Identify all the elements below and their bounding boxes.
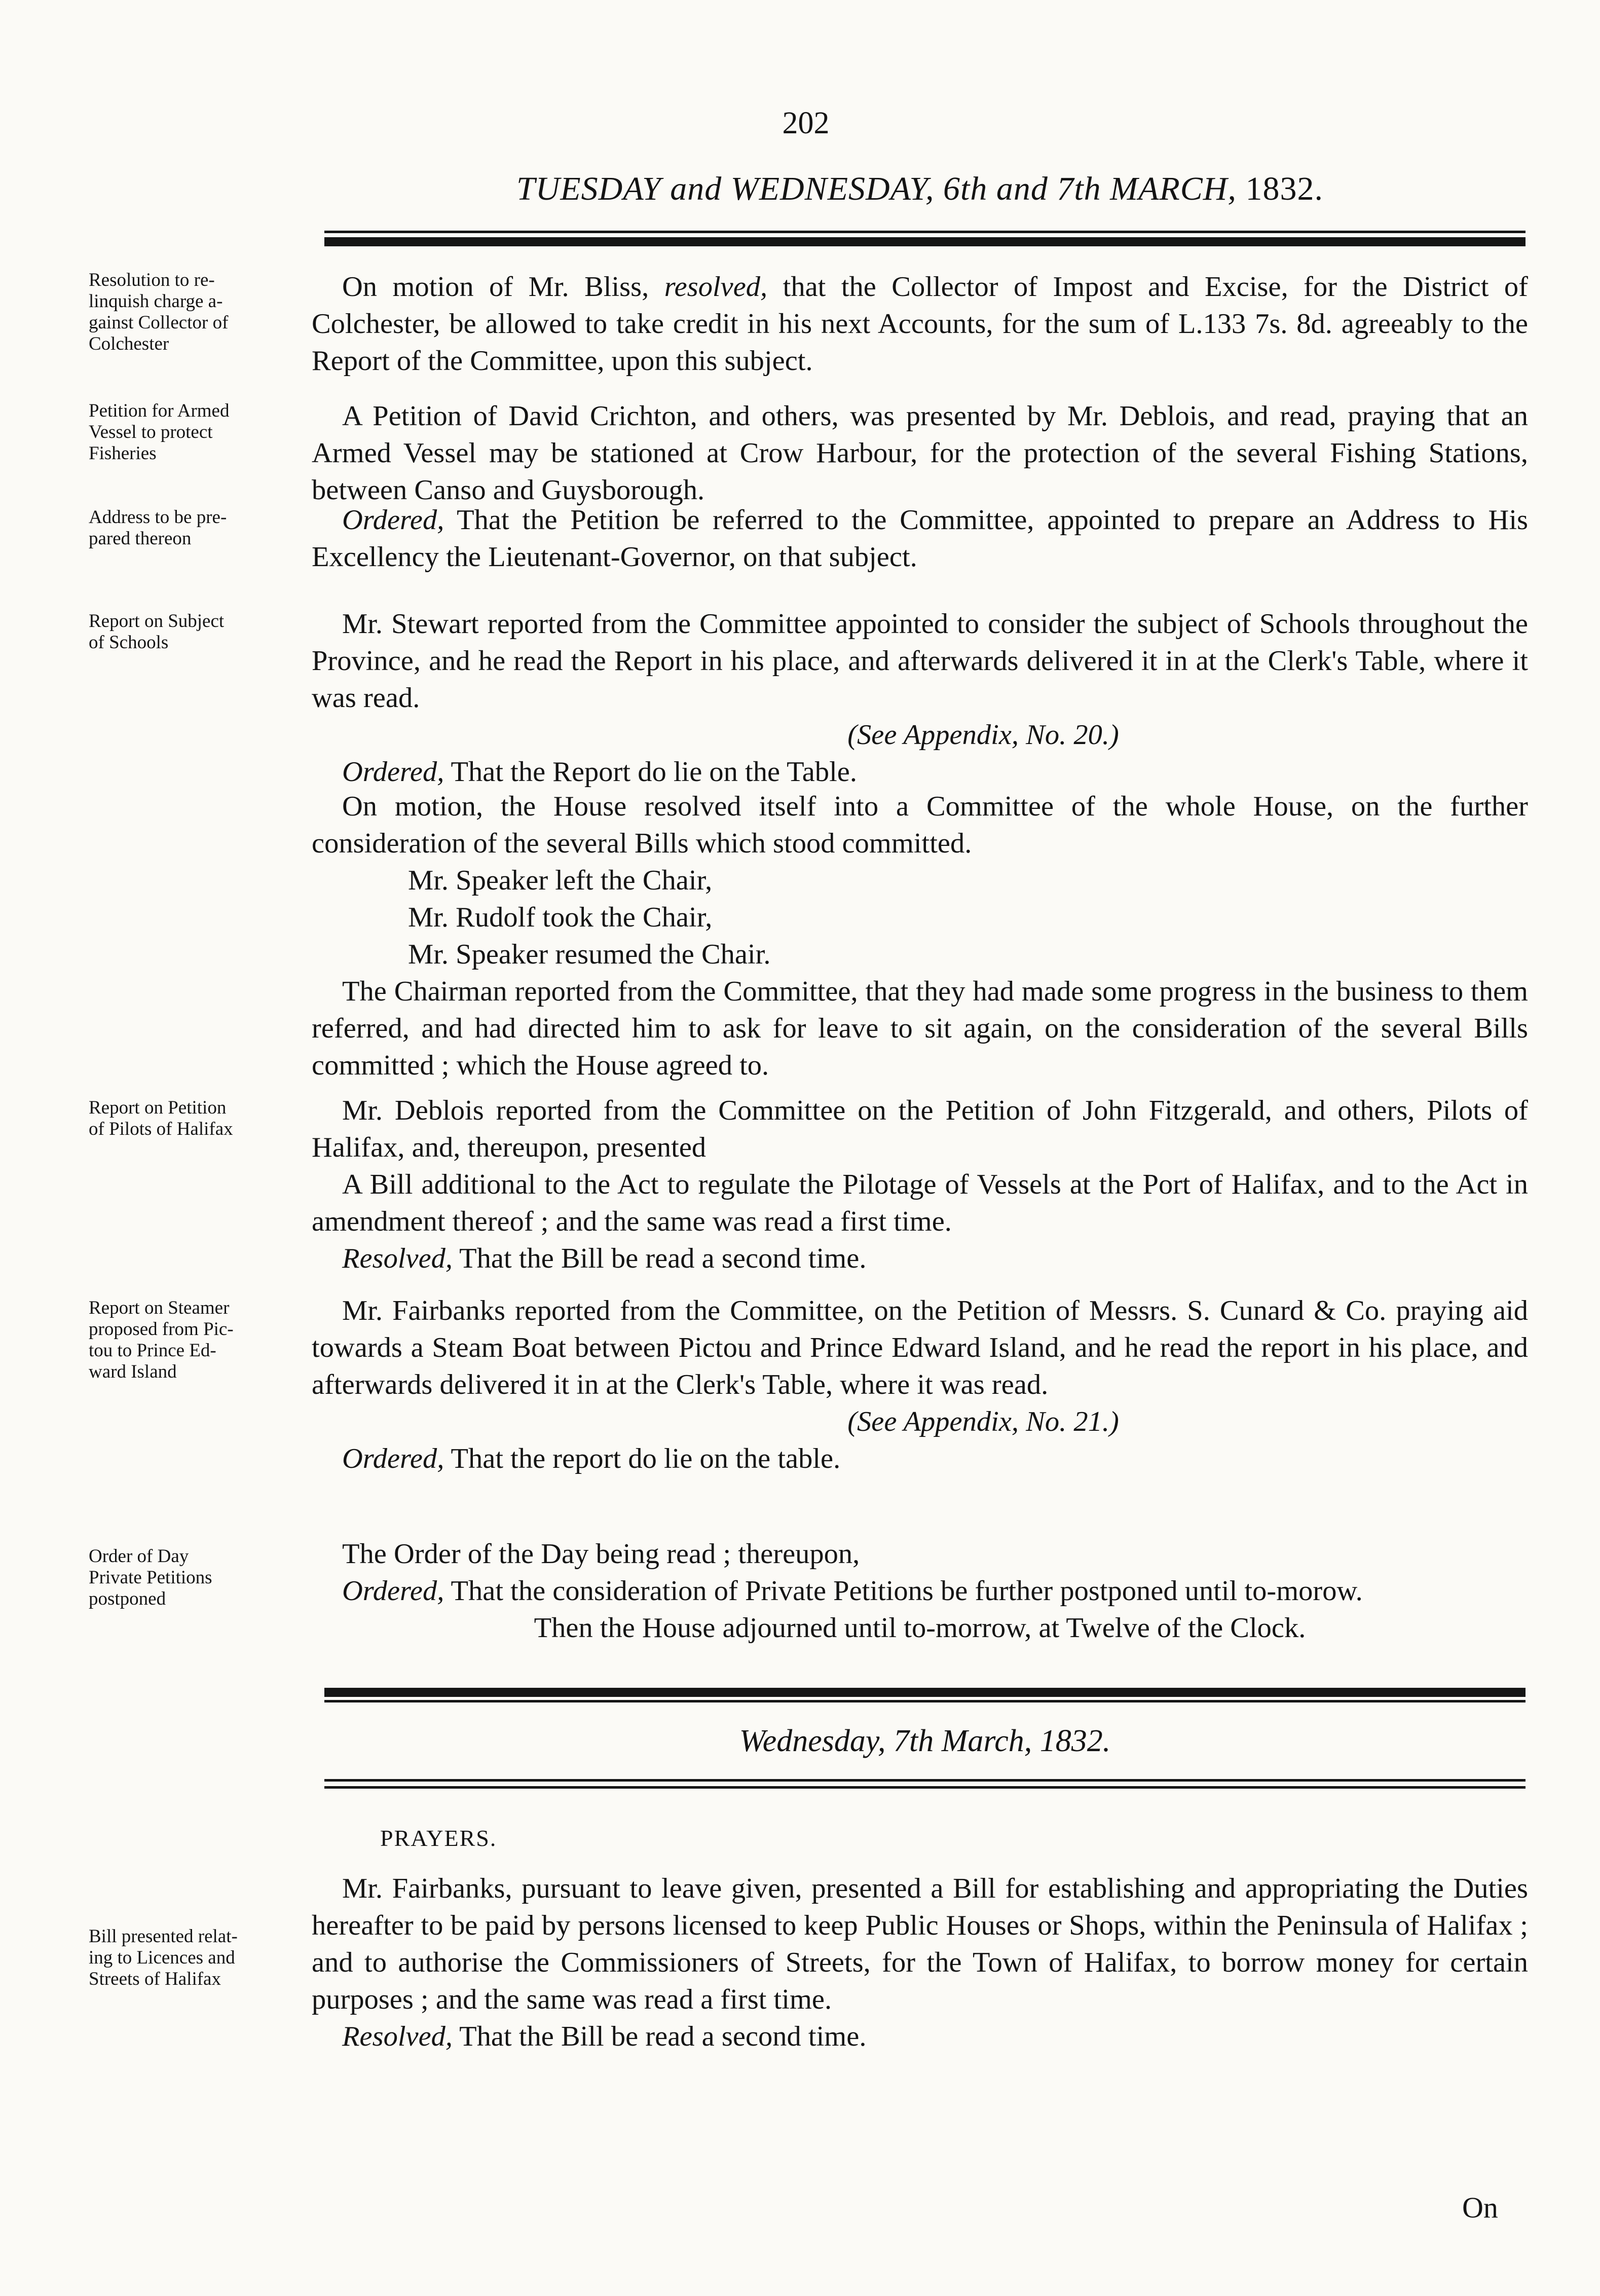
catchword: On [1462, 2191, 1498, 2224]
margin-note-line: proposed from Pic- [89, 1319, 234, 1340]
subheading-rule-2 [324, 1786, 1525, 1789]
margin-note-line: Address to be pre- [89, 507, 227, 528]
paragraph-text: Mr. Speaker resumed the Chair. [408, 939, 771, 970]
margin-note [89, 1546, 296, 1610]
margin-note-line: of Pilots of Halifax [89, 1119, 233, 1139]
italic-lead: Ordered, [342, 1575, 444, 1607]
margin-note [89, 1097, 296, 1140]
paragraph [312, 1573, 1528, 1610]
paragraph [312, 862, 1528, 899]
margin-note-line: Petition for Armed [89, 400, 230, 421]
paragraph [312, 1403, 1528, 1440]
paragraph [312, 398, 1528, 509]
paragraph-text: Mr. Stewart reported from the Committee appointed to consider the subject of Schools throughout the Province, and he read the Report in his place, and afterwards delivered it in at the Clerk's Table, where it was read. [312, 608, 1528, 714]
paragraph [312, 1092, 1528, 1166]
margin-note-line: Report on Subject [89, 611, 225, 632]
paragraph-text: (See Appendix, No. 20.) [847, 719, 1119, 751]
paragraph [312, 269, 1528, 380]
entry-text [312, 606, 1528, 791]
paragraph-text: That the consideration of Private Petitions be further postponed until to-morow. [444, 1575, 1363, 1607]
paragraph [312, 973, 1528, 1084]
entry-text [312, 788, 1528, 1084]
margin-note-line: Private Petitions [89, 1567, 212, 1588]
paragraph-text: Mr. Deblois reported from the Committee on the Petition of John Fitzgerald, and others, Pilots of Halifax, and, thereupon, presented [312, 1095, 1528, 1163]
paragraph-text: (See Appendix, No. 21.) [847, 1406, 1119, 1437]
paragraph-text: that the Collector of Impost and Excise, for the District of Colchester, be allowed to take credit in his next Accounts, for the sum of L.133 7s. 8d. agreeably to the Report of the Committee, upon this subject. [312, 271, 1528, 377]
margin-note [89, 1298, 296, 1383]
heading-rule-top [324, 231, 1525, 233]
paragraph-text: The Chairman reported from the Committee, that they had made some progress in the business to them referred, and had directed him to ask for leave to sit again, on the consideration of the several Bills committed ; which the House agreed to. [312, 976, 1528, 1081]
entry-text [312, 1870, 1528, 2055]
paragraph-text: That the Bill be read a second time. [453, 2021, 867, 2052]
margin-note [89, 400, 296, 464]
italic-lead: Ordered, [342, 756, 444, 788]
paragraph-text: That the Report do lie on the Table. [444, 756, 857, 788]
margin-note-line: gainst Collector of [89, 312, 229, 333]
paragraph-text: Mr. Fairbanks, pursuant to leave given, presented a Bill for establishing and appropriating the Duties hereafter to be paid by persons licensed to keep Public Houses or Shops, within the Peninsula of Halifax ; and to authorise the Commissioners of Streets, for the Town of Halifax, to borrow money for certain purposes ; and the same was read a first time. [312, 1873, 1528, 2015]
paragraph-text: On motion of Mr. Bliss, [342, 271, 664, 303]
paragraph-text: A Bill additional to the Act to regulate the Pilotage of Vessels at the Port of Halifax, and to the Act in amendment thereof ; and the same was read a first time. [312, 1169, 1528, 1237]
entry-text [312, 1292, 1528, 1477]
entry-text [312, 398, 1528, 509]
paragraph [312, 606, 1528, 717]
date-subheading: Wednesday, 7th March, 1832. [739, 1724, 1111, 1758]
paragraph [312, 899, 1528, 936]
italic-lead: Ordered, [342, 1443, 444, 1474]
margin-note-line: Fisheries [89, 443, 157, 464]
paragraph [312, 1166, 1528, 1240]
margin-note [89, 270, 296, 355]
paragraph [312, 1536, 1528, 1573]
margin-note-line: Resolution to re- [89, 270, 215, 290]
section-rule-top [324, 1688, 1525, 1697]
margin-note-line: ing to Licences and [89, 1947, 235, 1968]
margin-note-line: Order of Day [89, 1546, 189, 1567]
paragraph-text: Mr. Speaker left the Chair, [408, 865, 713, 896]
section-rule-thin [324, 1700, 1525, 1702]
paragraph-text: Then the House adjourned until to-morrow, at Twelve of the Clock. [534, 1612, 1306, 1644]
italic-lead: Resolved, [342, 1243, 453, 1274]
paragraph [312, 1292, 1528, 1403]
margin-note-line: Colchester [89, 334, 169, 354]
paragraph-text: On motion, the House resolved itself into a Committee of the whole House, on the further consideration of the several Bills which stood committed. [312, 791, 1528, 859]
margin-note-line: of Schools [89, 632, 169, 653]
paragraph-text: That the report do lie on the table. [444, 1443, 841, 1474]
paragraph [312, 1240, 1528, 1277]
paragraph-text: The Order of the Day being read ; thereupon, [342, 1538, 860, 1570]
paragraph [312, 502, 1528, 576]
margin-note-line: Vessel to protect [89, 422, 213, 442]
heading-days: TUESDAY and WEDNESDAY, 6th and 7th MARCH, [516, 170, 1237, 207]
italic-lead: resolved, [664, 271, 768, 303]
paragraph [312, 788, 1528, 862]
paragraph [312, 1610, 1528, 1647]
entry-text [312, 269, 1528, 380]
page-heading [324, 170, 1515, 208]
paragraph-text: Mr. Rudolf took the Chair, [408, 902, 713, 933]
paragraph [312, 936, 1528, 973]
paragraph-text: Mr. Fairbanks reported from the Committee, on the Petition of Messrs. S. Cunard & Co. praying aid towards a Steam Boat between Pictou and Prince Edward Island, and he read the report in his place, and afterwards delivered it in at the Clerk's Table, where it was read. [312, 1295, 1528, 1400]
entry-text [312, 1536, 1528, 1647]
margin-note-line: ward Island [89, 1361, 177, 1382]
margin-note [89, 507, 296, 549]
entry-text [312, 1092, 1528, 1277]
italic-lead: Ordered, [342, 504, 444, 536]
paragraph [312, 717, 1528, 754]
margin-note [89, 611, 296, 653]
margin-note-line: tou to Prince Ed- [89, 1340, 216, 1361]
paragraph [312, 754, 1528, 791]
prayers-label: PRAYERS. [380, 1825, 497, 1851]
paragraph [312, 1440, 1528, 1477]
paragraph [312, 1870, 1528, 2018]
margin-note-line: Report on Petition [89, 1097, 227, 1118]
margin-note-line: pared thereon [89, 528, 192, 549]
margin-note-line: postponed [89, 1588, 166, 1609]
paragraph [312, 2018, 1528, 2055]
paragraph-text: A Petition of David Crichton, and others, was presented by Mr. Deblois, and read, praying that an Armed Vessel may be stationed at Crow Harbour, for the protection of the several Fishing Stations, between Canso and Guysborough. [312, 400, 1528, 506]
margin-note-line: linquish charge a- [89, 291, 223, 312]
margin-note [89, 1926, 296, 1990]
page-number: 202 [782, 106, 830, 140]
entry-text [312, 502, 1528, 576]
paragraph-text: That the Petition be referred to the Committee, appointed to prepare an Address to His Excellency the Lieutenant-Governor, on that subject. [312, 504, 1528, 573]
subheading-rule-1 [324, 1779, 1525, 1782]
margin-note-line: Report on Steamer [89, 1298, 230, 1318]
paragraph-text: That the Bill be read a second time. [453, 1243, 867, 1274]
heading-year: 1832. [1245, 170, 1323, 207]
heading-rule-bottom [324, 237, 1525, 246]
italic-lead: Resolved, [342, 2021, 453, 2052]
margin-note-line: Streets of Halifax [89, 1969, 221, 1989]
margin-note-line: Bill presented relat- [89, 1926, 238, 1947]
